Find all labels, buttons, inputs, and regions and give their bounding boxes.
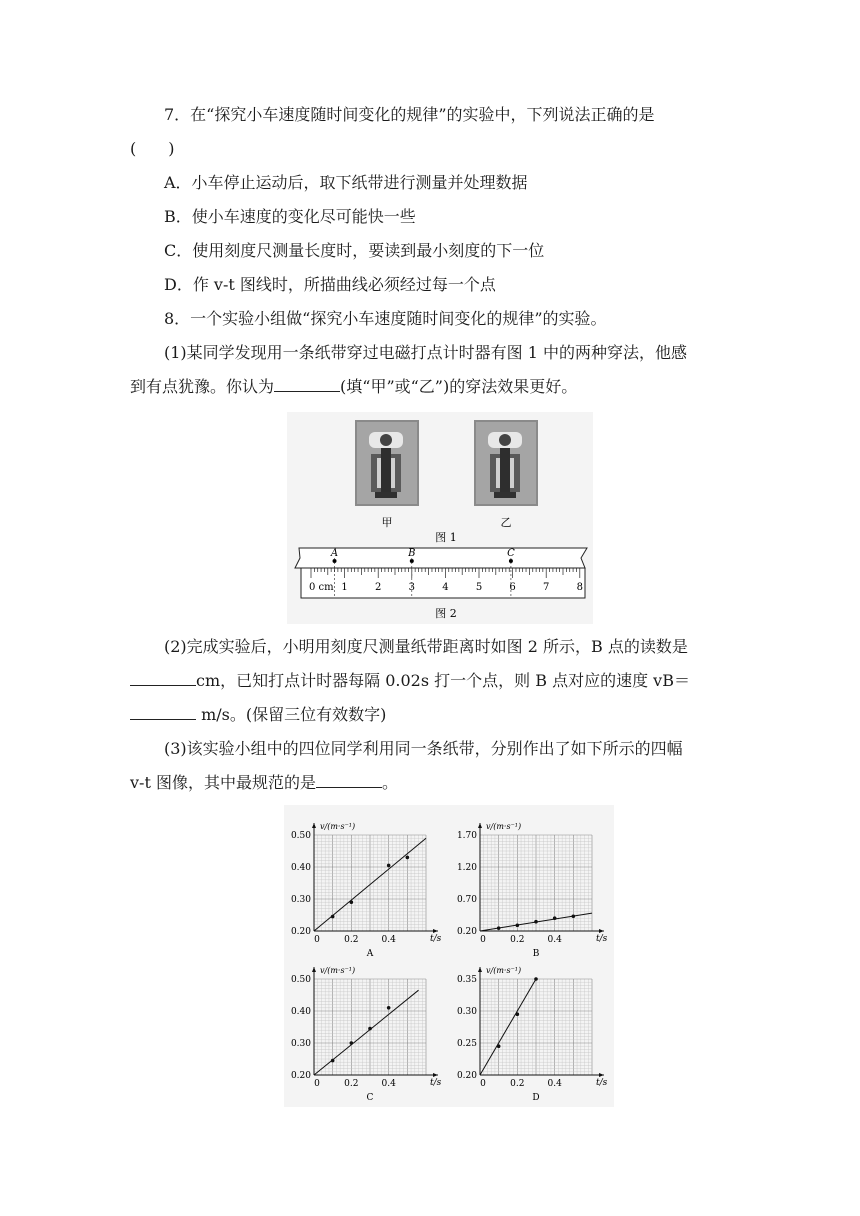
y-tick-label: 0.20 [456,1071,477,1081]
fig1-label-right: 乙 [500,516,512,529]
paper-tape [295,548,587,568]
x-axis-label: t/s [596,934,608,944]
panel-caption: B [532,949,540,959]
y-tick-label: 0.20 [456,927,477,937]
x-tick-label: 0 [314,1079,320,1089]
answer-blank-2[interactable] [130,670,196,686]
data-point [497,926,501,930]
x-tick-label: 0.4 [381,935,396,945]
ruler-tick-label: 6 [509,582,516,593]
timer-photo-right [474,420,538,506]
q8-part1-text-post: (填“甲”或“乙”)的穿法效果更好。 [340,377,578,396]
tape-point-label: C [507,548,515,559]
y-tick-label: 0.20 [290,927,311,937]
y-axis-label: v/(m·s⁻¹) [486,966,522,975]
figure-1-2 [287,412,593,624]
data-point [534,920,538,924]
q8-part2-line2 [130,670,690,692]
data-point [516,923,520,927]
q8-part3-line2 [130,772,398,794]
y-tick-label: 0.50 [290,975,311,985]
panel-caption: C [366,1093,374,1103]
vt-graphs [284,805,614,1107]
q8-part3-line1: (3)该实验小组中的四位同学利用同一条纸带，分别作出了如下所示的四幅 [164,739,683,758]
y-axis-label: v/(m·s⁻¹) [320,966,356,975]
panel-caption: A [366,949,374,959]
ruler-tick-label: 2 [375,582,382,593]
q7-option-a: A．小车停止运动后，取下纸带进行测量并处理数据 [164,173,528,192]
x-tick-label: 0.2 [510,1079,525,1089]
data-point [534,977,538,981]
q8-part3-text-post: 。 [381,773,398,792]
data-point [406,856,410,860]
y-tick-label: 0.50 [290,831,311,841]
data-point [497,1044,501,1048]
ruler-tick-label: 7 [543,582,550,593]
answer-blank-4[interactable] [316,772,382,788]
ruler-tick-label: 8 [576,582,583,593]
q8-stem: 8．一个实验小组做“探究小车速度随时间变化的规律”的实验。 [164,309,607,328]
ruler-tick-label: 0 cm [309,582,334,593]
y-tick-label: 0.40 [290,863,311,873]
q8-part2-text: cm，已知打点计时器每隔 0.02s 打一个点，则 B 点对应的速度 vB＝ [196,671,690,690]
fig1-label-left: 甲 [381,516,393,529]
ruler-tick-label: 5 [475,582,483,593]
y-tick-label: 0.30 [290,895,311,905]
y-tick-label: 0.25 [456,1039,477,1049]
fig2-caption: 图 2 [435,607,457,620]
x-tick-label: 0 [314,935,320,945]
data-point [572,914,576,918]
q8-part1-line1: (1)某同学发现用一条纸带穿过电磁打点计时器有图 1 中的两种穿法，他感 [164,343,688,362]
y-tick-label: 0.70 [456,895,477,905]
ruler [295,548,587,598]
data-point [331,1059,335,1063]
data-point [368,1027,372,1031]
y-tick-label: 0.40 [290,1007,311,1017]
q8-part3-text-pre: v-t 图像，其中最规范的是 [130,773,316,792]
x-tick-label: 0.4 [381,1079,396,1089]
q7-option-b: B．使小车速度的变化尽可能快一些 [164,207,416,226]
fig1-caption: 图 1 [435,531,457,544]
answer-blank-3[interactable] [130,704,196,720]
q8-part2-line3 [130,704,386,726]
q8-part1-text-pre: 到有点犹豫。你认为 [130,377,275,396]
q7-stem: 7．在“探究小车速度随时间变化的规律”的实验中，下列说法正确的是 [164,105,655,124]
panel-caption: D [532,1093,540,1103]
y-tick-label: 1.70 [456,831,477,841]
x-tick-label: 0.4 [547,935,562,945]
tape-point-label: B [408,548,416,559]
data-point [387,864,391,868]
ruler-tick-label: 1 [341,582,348,593]
answer-blank-1[interactable] [274,376,340,392]
x-tick-label: 0.2 [510,935,525,945]
x-axis-label: t/s [430,934,442,944]
y-tick-label: 0.30 [456,1007,477,1017]
tape-point-label: A [330,548,339,559]
q8-part1-line2 [130,376,577,398]
y-axis-label: v/(m·s⁻¹) [486,822,522,831]
x-tick-label: 0 [480,935,486,945]
q8-part2-text-post: m/s。(保留三位有效数字) [196,705,387,724]
data-point [350,1041,354,1045]
data-point [350,900,354,904]
timer-photo-left [355,420,419,506]
x-axis-label: t/s [596,1078,608,1088]
ruler-tick-label: 3 [408,582,415,593]
y-tick-label: 1.20 [456,863,477,873]
data-point [331,915,335,919]
q7-option-c: C．使用刻度尺测量长度时，要读到最小刻度的下一位 [164,241,545,260]
y-axis-label: v/(m·s⁻¹) [320,822,356,831]
q8-part2-line1: (2)完成实验后，小明用刻度尺测量纸带距离时如图 2 所示，B 点的读数是 [164,637,688,656]
x-tick-label: 0.4 [547,1079,562,1089]
data-point [387,1006,391,1010]
data-point [516,1012,520,1016]
q7-option-d: D．作 v-t 图线时，所描曲线必须经过每一个点 [164,275,496,294]
x-tick-label: 0 [480,1079,486,1089]
y-tick-label: 0.20 [290,1071,311,1081]
y-tick-label: 0.35 [456,975,477,985]
x-tick-label: 0.2 [344,935,359,945]
x-tick-label: 0.2 [344,1079,359,1089]
data-point [553,916,557,920]
ruler-tick-label: 4 [442,582,449,593]
y-tick-label: 0.30 [290,1039,311,1049]
q7-answer-brackets: ( ) [130,139,175,158]
x-axis-label: t/s [430,1078,442,1088]
